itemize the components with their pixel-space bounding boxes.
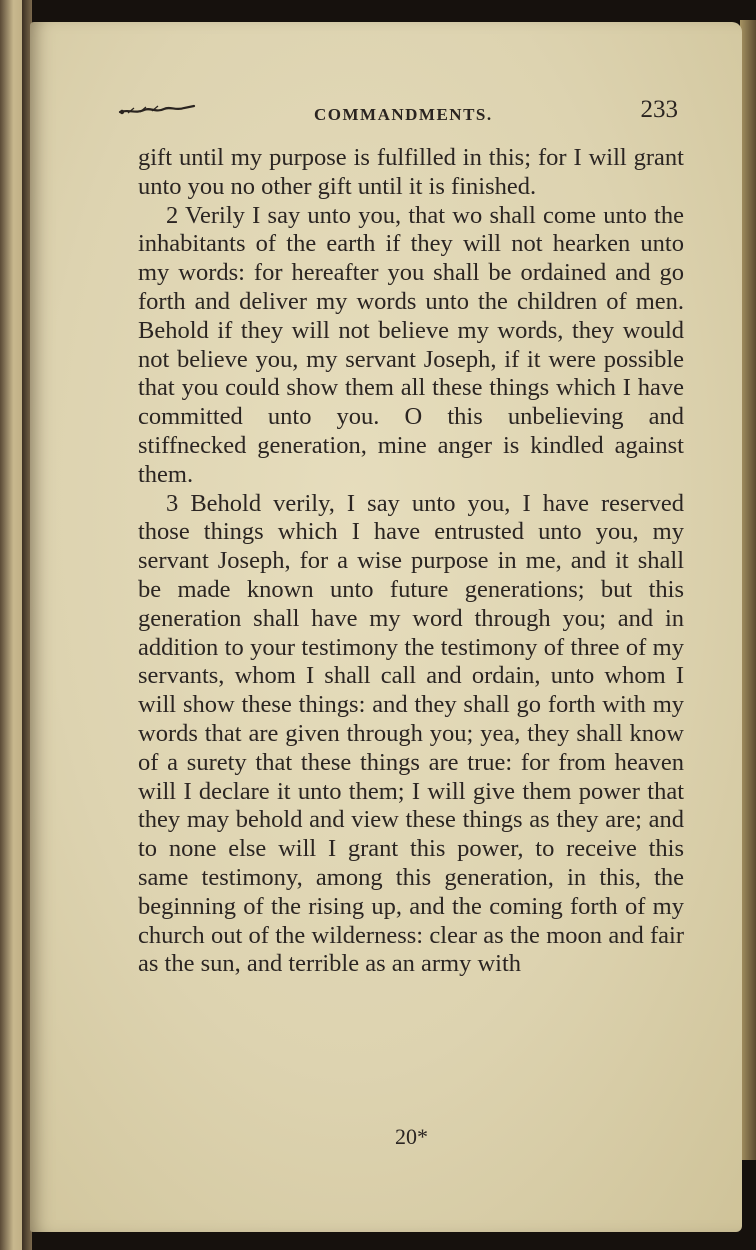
page-edge-stack — [740, 20, 756, 1160]
paragraph-2: 2 Verily I say unto you, that wo shall come unto the inhabitants of the earth if they will not hearken unto my words: for hereafter you shall be ordained and go forth and deliver my words unto the children of men. Behold if they will not believe my words, they would not believe you, my servant Joseph, if it were possible that you could show them all these things which I have committed unto you. O this unbelieving and stiffnecked generation, mine anger is kindled against them. — [138, 201, 684, 488]
paragraph-3: 3 Behold verily, I say unto you, I have reserved those things which I have entrusted unto you, my servant Joseph, for a wise purpose in me, and it shall be made known unto future generations; but this generation shall have my word through you; and in addition to your testimony the testimony of three of my servants, whom I shall call and ordain, unto whom I will show these things: and they shall go forth with my words that are given through you; yea, they shall know of a surety that these things are true: for from heaven will I declare it unto them; I will give them power that they may behold and view these things as they are; and to none else will I grant this power, to receive this same testimony, among this generation, in this, the beginning of the rising up, and the coming forth of my church out of the wilderness: clear as the moon and fair as the sun, and terrible as an army with — [138, 489, 684, 978]
running-head: COMMANDMENTS. — [314, 105, 493, 124]
page-header — [118, 94, 678, 134]
body-text — [138, 144, 684, 979]
printer-ornament-icon — [118, 100, 198, 122]
signature-mark: 20* — [395, 1124, 428, 1149]
paragraph-1: gift until my purpose is fulfilled in this; for I will grant unto you no other gift until it is finished. — [138, 144, 684, 200]
page-number: 233 — [640, 96, 678, 123]
